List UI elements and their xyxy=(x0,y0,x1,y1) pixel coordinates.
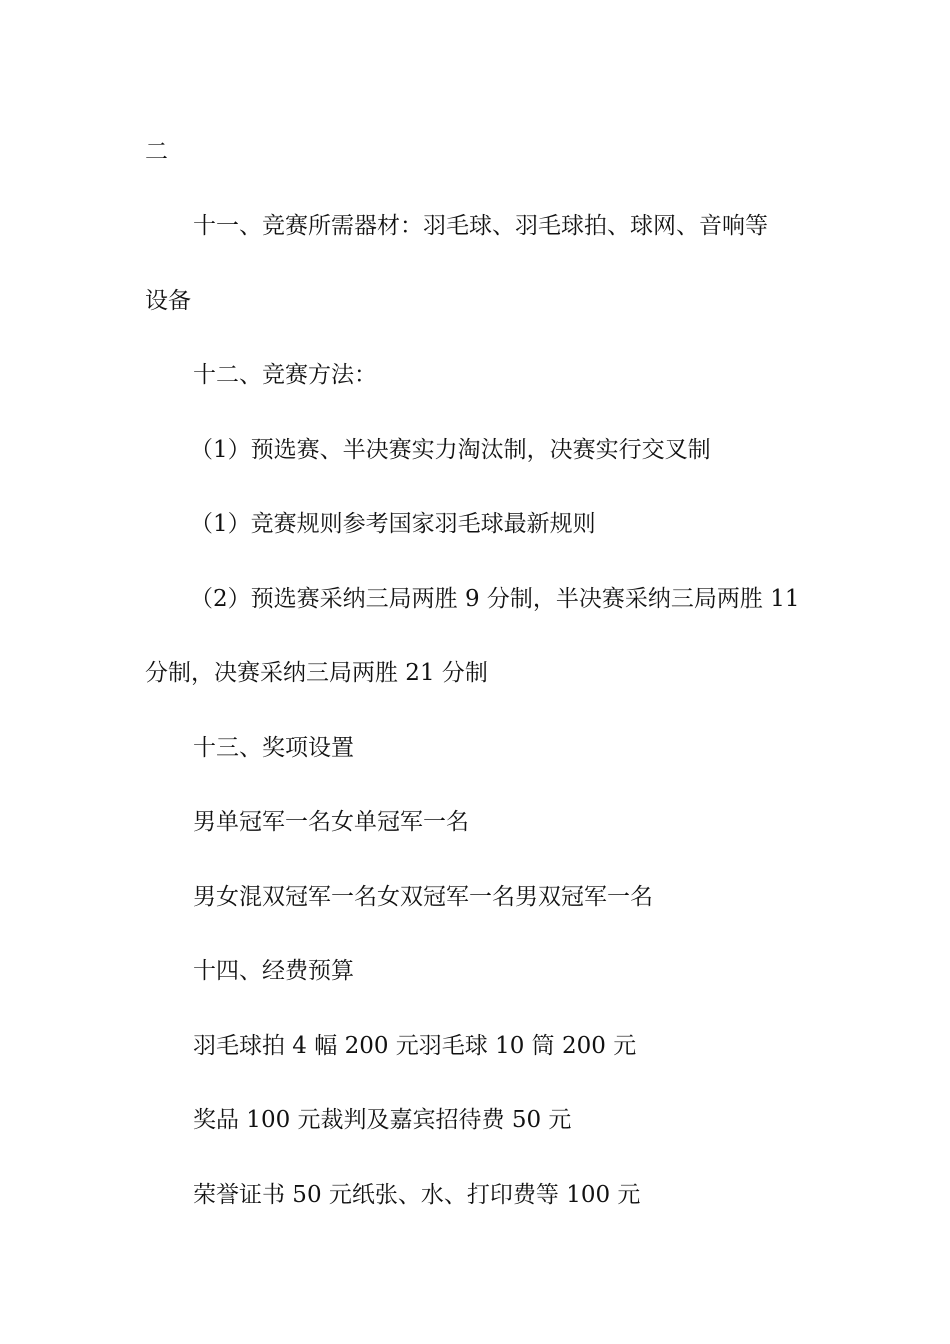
text-line-budget-equipment: 羽毛球拍 4 幅 200 元羽毛球 10 筒 200 元 xyxy=(193,1033,637,1059)
text-line-method-2: （2）预选赛采纳三局两胜 9 分制，半决赛采纳三局两胜 11 xyxy=(190,586,800,612)
text-line-heading-fragment: 二 xyxy=(145,139,168,165)
text-line-method-2-cont: 分制，决赛采纳三局两胜 21 分制 xyxy=(145,660,488,686)
text-line-section-12: 十二、竞赛方法： xyxy=(193,362,377,388)
text-line-method-1a: （1）预选赛、半决赛实力淘汰制，决赛实行交叉制 xyxy=(190,437,711,463)
text-line-section-11-cont: 设备 xyxy=(145,288,191,314)
text-line-budget-misc: 荣誉证书 50 元纸张、水、打印费等 100 元 xyxy=(193,1182,641,1208)
text-line-method-1b: （1）竞赛规则参考国家羽毛球最新规则 xyxy=(190,511,596,537)
text-line-awards-doubles: 男女混双冠军一名女双冠军一名男双冠军一名 xyxy=(193,884,653,910)
text-line-section-11: 十一、竞赛所需器材：羽毛球、羽毛球拍、球网、音响等 xyxy=(193,213,768,239)
text-line-budget-prizes: 奖品 100 元裁判及嘉宾招待费 50 元 xyxy=(193,1107,572,1133)
text-line-section-13: 十三、奖项设置 xyxy=(193,735,354,761)
text-line-awards-singles: 男单冠军一名女单冠军一名 xyxy=(193,809,469,835)
text-line-section-14: 十四、经费预算 xyxy=(193,958,354,984)
